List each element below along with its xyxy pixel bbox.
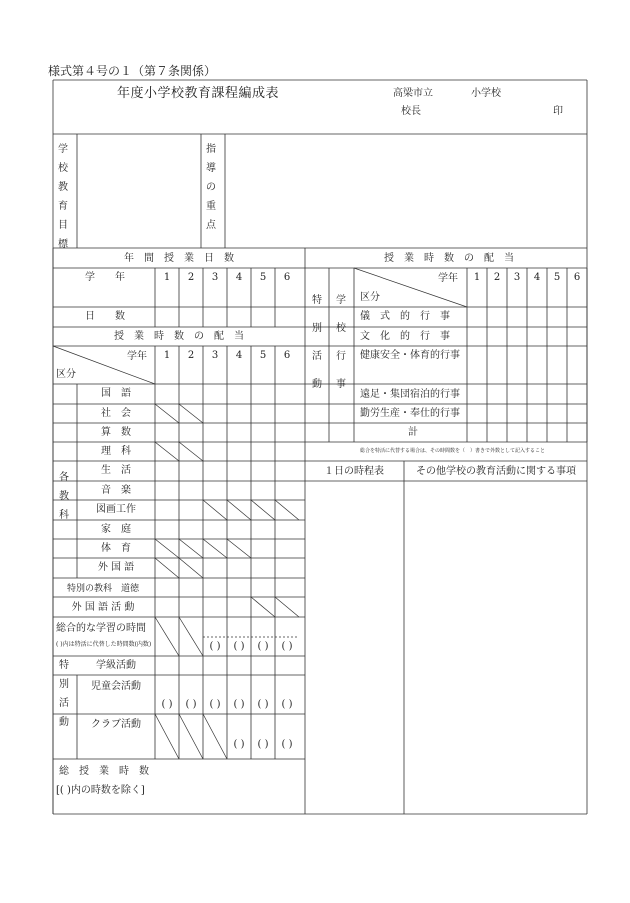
hours-grade-1: 1 [163,350,171,361]
form-grid [53,80,587,814]
event-grade-2: 2 [493,272,501,283]
student-council-label: 児童会活動 [91,681,141,692]
event-labor-service: 勤労生産・奉仕的行事 [360,408,460,419]
total-hours-label: 総 授 業 時 数 [59,766,149,777]
total-hours-note: [( )内の時数を除く] [56,785,145,796]
annual-grade-6: 6 [283,272,291,283]
council-paren-4: ( ) [233,699,245,710]
events-grade-label: 学年 [438,273,458,284]
integrated-paren-5: ( ) [257,641,269,652]
subject-3: 算 数 [101,426,131,438]
annual-days-title: 年 間 授 業 日 数 [124,253,234,264]
seal-mark: 印 [553,106,563,117]
subject-1: 国 語 [101,388,131,399]
event-cultural: 文 化 的 行 事 [360,331,450,342]
council-paren-2: ( ) [185,699,197,710]
integrated-paren-6: ( ) [281,641,293,652]
annual-grade-1: 1 [163,272,171,283]
subject-4: 理 科 [101,445,131,457]
annual-grade-label: 学 年 [85,272,125,283]
club-paren-5: ( ) [257,739,269,750]
event-grade-1: 1 [473,272,481,283]
hours-grade-2: 2 [187,350,195,361]
annual-grade-4: 4 [235,272,243,283]
event-grade-5: 5 [553,272,561,283]
subject-5: 生 活 [101,465,131,476]
integrated-paren-3: ( ) [209,641,221,652]
event-health-safety: 健康安全・体育的行事 [360,350,460,361]
events-note: 総合を特活に代替する場合は、その時間数を（ ）書きで外数として記入すること [360,448,546,454]
integrated-paren-4: ( ) [233,641,245,652]
council-paren-5: ( ) [257,699,269,710]
daily-schedule-title: １日の時程表 [324,466,384,477]
event-grade-3: 3 [513,272,521,283]
subject-6: 音 楽 [101,484,131,496]
annual-grade-2: 2 [187,272,195,283]
annual-days-label: 日 数 [85,311,125,322]
form-number: 様式第４号の１（第７条関係） [48,64,217,78]
subject-9: 体 育 [101,542,131,554]
foreign-language-activity-label: 外 国 語 活 動 [71,602,135,613]
event-grade-6: 6 [573,272,581,283]
moral-education-label: 特別の教科 道徳 [66,584,140,594]
hours-category-label: 区分 [56,369,76,380]
events-total-label: 計 [408,427,418,438]
form-table [53,80,587,814]
integrated-study-note: ( )内は特活に代替した時間数(内数) [56,641,152,648]
subjects-group-label: 各 教 科 [59,472,69,521]
club-activities-label: クラブ活動 [91,719,141,730]
city-label: 高梁市立 [393,88,433,99]
event-ceremonial: 儀 式 的 行 事 [360,311,450,322]
hours-allocation-title-right: 授 業 時 数 の 配 当 [384,253,514,264]
events-category-label: 区分 [360,292,380,303]
annual-grade-5: 5 [259,272,267,283]
school-events-label: 学 校 行 事 [336,295,346,390]
hours-grade-4: 4 [235,350,243,361]
subject-8: 家 庭 [101,523,131,535]
council-paren-6: ( ) [281,699,293,710]
school-label: 小学校 [471,88,501,99]
subject-2: 社 会 [101,407,131,419]
special-activities-outer-label: 特 別 活 動 [312,295,322,390]
integrated-study-label: 総合的な学習の時間 [56,623,146,634]
club-paren-4: ( ) [233,739,245,750]
principal-label: 校長 [401,106,421,117]
council-paren-3: ( ) [209,699,221,710]
council-paren-1: ( ) [161,699,173,710]
event-excursion: 遠足・集団宿泊的行事 [360,389,460,400]
hours-grade-label: 学年 [127,351,147,362]
club-paren-6: ( ) [281,739,293,750]
class-activities-label: 学級活動 [96,660,136,671]
annual-grade-3: 3 [211,272,219,283]
form-title: 年度小学校教育課程編成表 [117,86,280,101]
subject-10: 外 国 語 [97,562,135,573]
special-activities-label: 特 別 活 動 [59,660,69,728]
subject-7: 図画工作 [96,504,136,515]
hours-grade-3: 3 [211,350,219,361]
hours-grade-5: 5 [259,350,267,361]
other-activities-title: その他学校の教育活動に関する事項 [416,466,576,477]
guidance-focus-label: 指 導 の 重 点 [206,144,216,231]
hours-allocation-title: 授 業 時 数 の 配 当 [114,331,244,342]
school-goals-label: 学 校 教 育 目 標 [58,144,68,250]
event-grade-4: 4 [533,272,541,283]
hours-grade-6: 6 [283,350,291,361]
